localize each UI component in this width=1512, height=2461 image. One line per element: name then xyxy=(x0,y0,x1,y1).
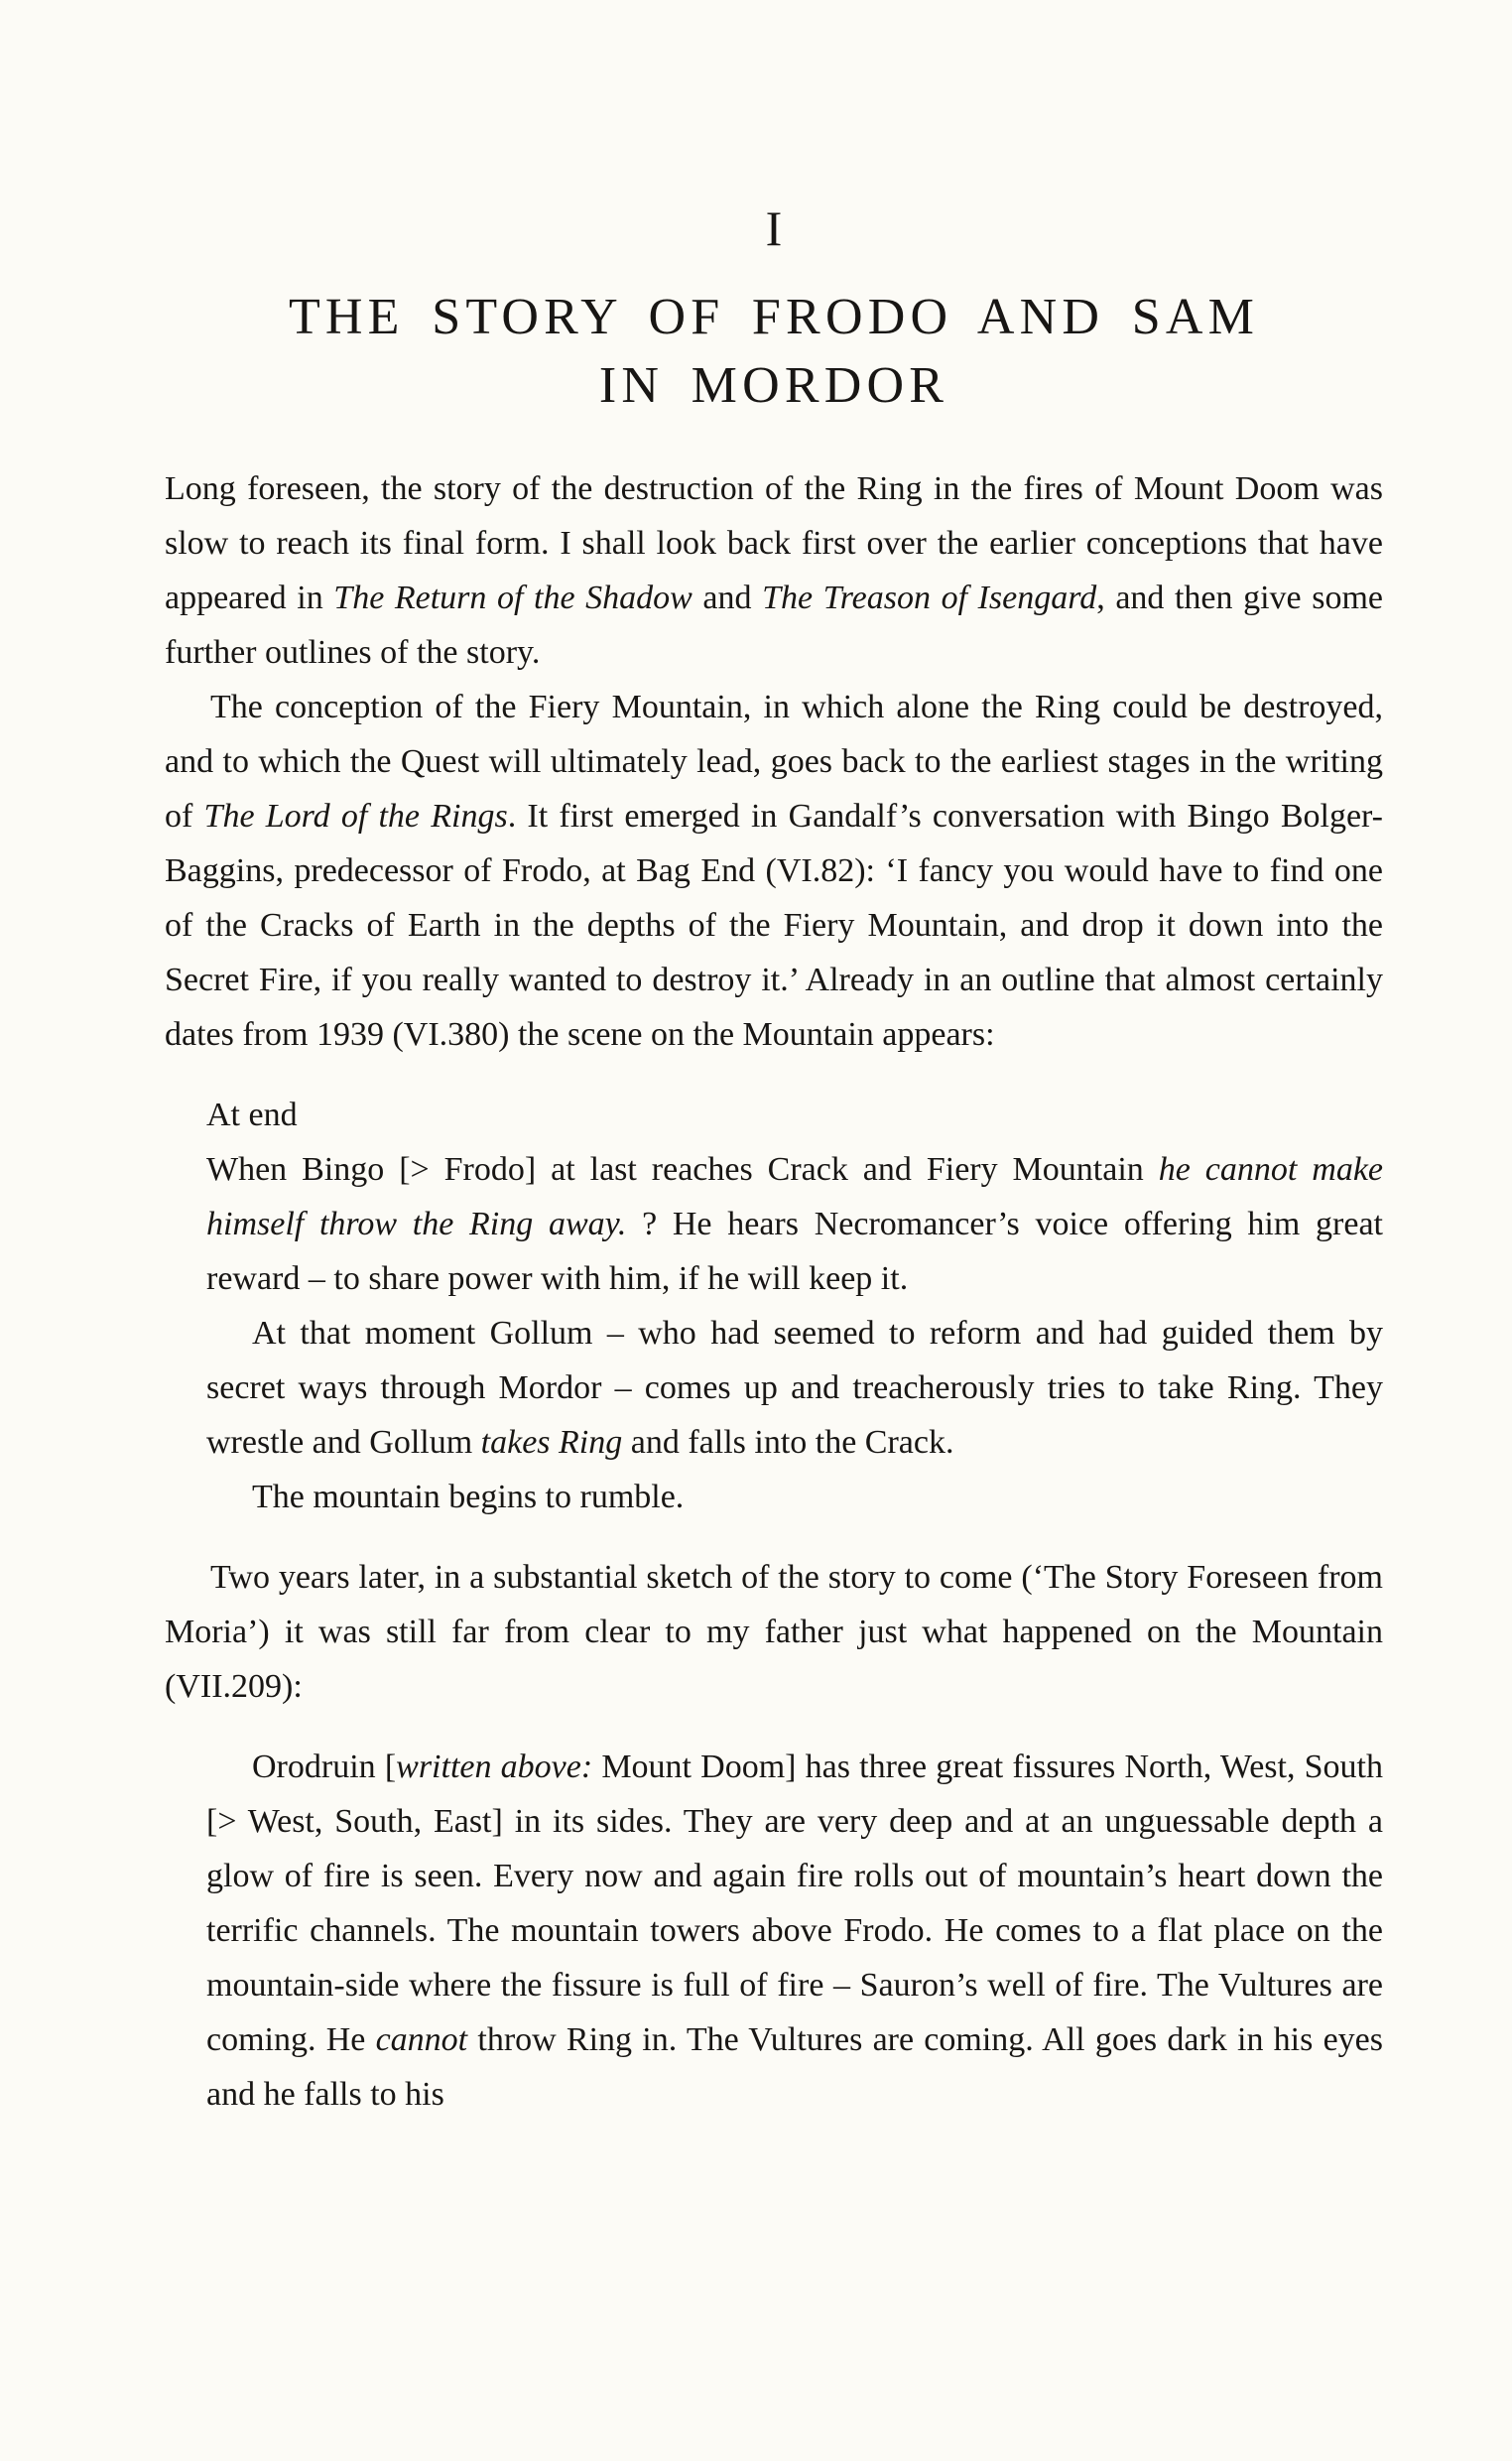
quote-1-paragraph-when-bingo: When Bingo [> Frodo] at last reaches Crack and Fiery Mountain he cannot make himself throw the Ring away. ? He hears Necromancer’s voice offering him great reward – to share power with him, if he will keep it. xyxy=(206,1151,1383,1298)
quote-1-heading-at-end: At end xyxy=(206,1097,298,1134)
paragraph-two-years-later: Two years later, in a substantial sketch of the story to come (‘The Story Foreseen from Moria’) it was still far from clear to my father just what happened on the Mountain (VII.209): xyxy=(165,1559,1383,1706)
chapter-numeral: I xyxy=(765,200,783,256)
quote-block-story-foreseen-from-moria xyxy=(165,1740,1383,2122)
paragraph-long-foreseen: Long foreseen, the story of the destruction of the Ring in the fires of Mount Doom was slow to reach its final form. I shall look back first over the earlier conceptions that have appeared in The Return of the Shadow and The Treason of Isengard, and then give some further outlines of the story. xyxy=(165,470,1383,672)
quote-1-paragraph-mountain-rumble: The mountain begins to rumble. xyxy=(252,1479,685,1516)
quote-2-paragraph-orodruin: Orodruin [written above: Mount Doom] has three great fissures North, West, South [> West, South, East] in its sides. They are very deep and at an unguessable depth a glow of fire is seen. Every now and again fire rolls out of mountain’s heart down the terrific channels. The mountain towers above Frodo. He comes to a flat place on the mountain-side where the fissure is full of fire – Sauron’s well of fire. The Vultures are coming. He cannot throw Ring in. The Vultures are coming. All goes dark in his eyes and he falls to his xyxy=(206,1749,1383,2114)
quote-1-paragraph-at-that-moment: At that moment Gollum – who had seemed to reform and had guided them by secret ways through Mordor – comes up and treacherously tries to take Ring. They wrestle and Gollum takes Ring and falls into the Crack. xyxy=(206,1315,1383,1462)
chapter-title-line-1: THE STORY OF FRODO AND SAM xyxy=(288,289,1260,345)
chapter-title-line-2: IN MORDOR xyxy=(598,356,949,414)
paragraph-conception-fiery-mountain: The conception of the Fiery Mountain, in which alone the Ring could be destroyed, and to which the Quest will ultimately lead, goes back to the earliest stages in the writing of The Lord of the Rings. It first emerged in Gandalf’s conversation with Bingo Bolger-Baggins, predecessor of Frodo, at Bag End (VI.82): ‘I fancy you would have to find one of the Cracks of Earth in the depths of the Fiery Mountain, and drop it down into the Secret Fire, if you really wanted to destroy it.’ Already in an outline that almost certainly dates from 1939 (VI.380) the scene on the Mountain appears: xyxy=(165,689,1384,1054)
chapter-title xyxy=(165,284,1383,420)
page-body xyxy=(165,461,1383,2122)
quote-block-outline-1939 xyxy=(165,1088,1383,1524)
